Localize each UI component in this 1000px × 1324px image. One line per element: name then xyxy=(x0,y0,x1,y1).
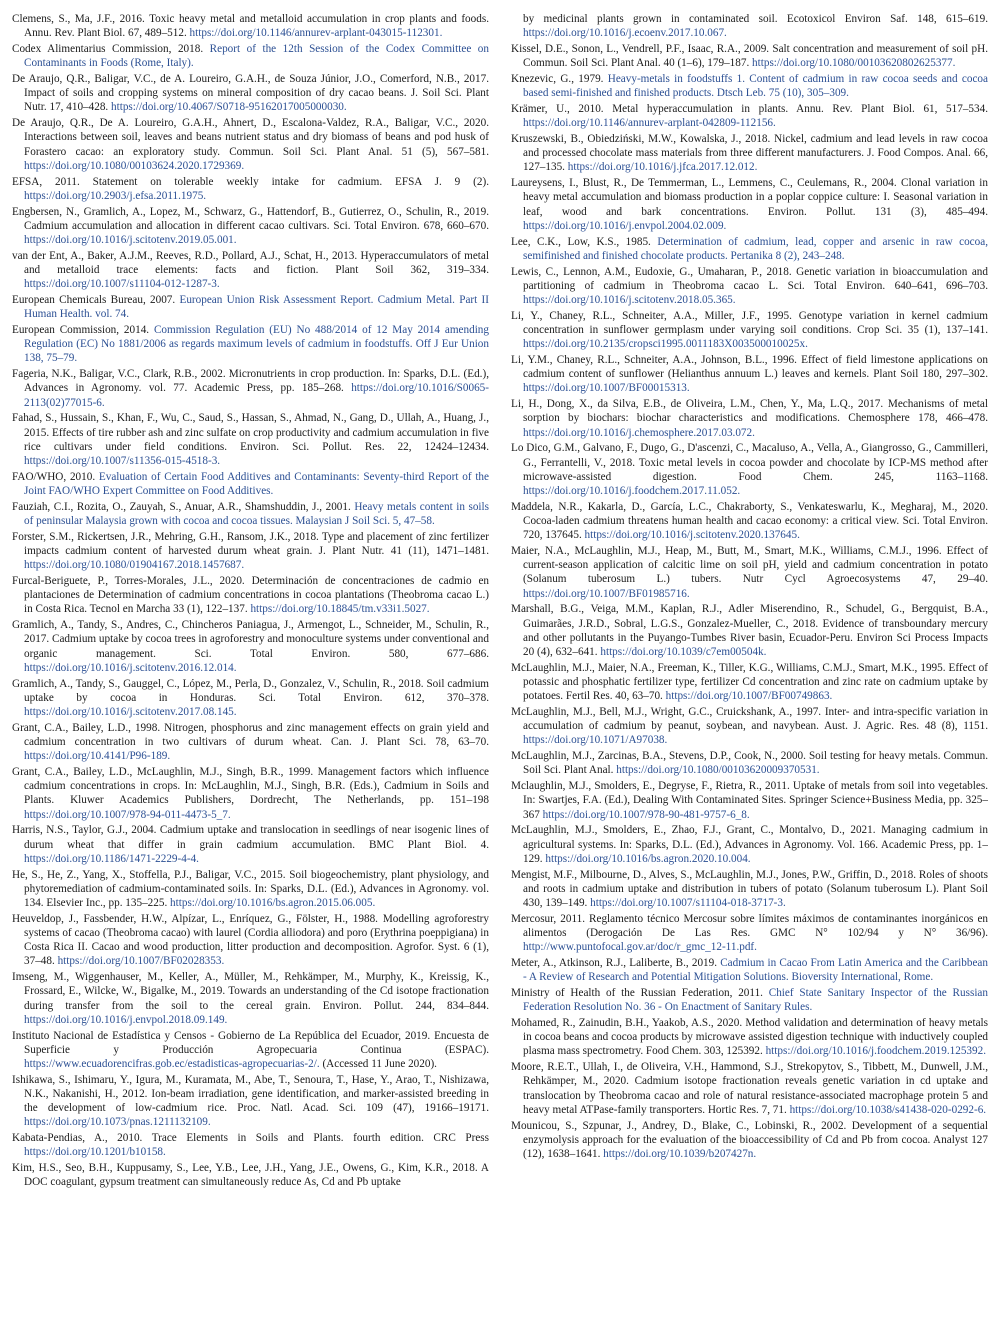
reference-entry xyxy=(12,912,489,969)
reference-link[interactable]: Heavy metals content in soils of peninsular Malaysia grown with cocoa and cocoa tissues. Malaysian J Soil Sci. 5, 47–58. xyxy=(24,500,489,528)
reference-link[interactable]: https://doi.org/10.4067/S0718-95162017005000030. xyxy=(111,101,347,114)
reference-text: Lee, C.K., Low, K.S., 1985. xyxy=(511,235,658,248)
reference-link[interactable]: https://doi.org/10.1016/j.scitotenv.2020.137645. xyxy=(584,529,800,542)
reference-text: Krämer, U., 2010. Metal hyperaccumulation in plants. Annu. Rev. Plant Biol. 61, 517–534. xyxy=(511,103,988,115)
reference-entry xyxy=(511,309,988,352)
reference-entry-continued xyxy=(511,12,988,40)
reference-link[interactable]: https://doi.org/10.1146/annurev-arplant-042809-112156. xyxy=(523,117,776,130)
reference-entry xyxy=(511,823,988,866)
reference-entry xyxy=(12,470,489,498)
reference-entry xyxy=(12,12,489,40)
reference-link[interactable]: https://doi.org/10.4141/P96-189. xyxy=(24,750,171,763)
reference-text: Maier, N.A., McLaughlin, M.J., Heap, M., Butt, M., Smart, M.K., Williams, C.M.J., 1996. Effect of current-season application of calcitic lime on soil pH, yield and cadmium concentration in potato (Solanum tuberosum L.) tubers. Nutr Cycl Agroecosystems 47, 29–40. xyxy=(511,545,988,586)
reference-link[interactable]: https://doi.org/10.1007/BF02028353. xyxy=(57,955,225,968)
reference-text: Heuveldop, J., Fassbender, H.W., Alpízar, L., Enríquez, G., Fölster, H., 1988. Modelling agroforestry systems of cacao (Theobroma cacao) with laurel (Cordia alliodora) and poro (Erythrina poeppigiana) in Costa Rica II. Cacao and wood production, litter production and decomposition. Agrofor. Syst. 6 (1), 37–48. xyxy=(12,912,489,968)
reference-text: Grant, C.A., Bailey, L.D., 1998. Nitrogen, phosphorus and zinc management effects on grain yield and cadmium concentration in two cultivars of durum wheat. Can. J. Plant Sci. 78, 63–70. xyxy=(12,721,489,749)
reference-entry xyxy=(511,661,988,704)
reference-entry xyxy=(511,441,988,498)
reference-link[interactable]: https://doi.org/10.1016/bs.agron.2020.10.004. xyxy=(545,852,751,865)
reference-text: Marshall, B.G., Veiga, M.M., Kaplan, R.J., Adler Miserendino, R., Schudel, G., Bergquist, B.A., Guimarães, J.R.D., Sobral, L.G.S., Gonzalez-Mueller, C., 2018. Evidence of transboundary mercury and other pollutants in the Puyango-Tumbes River basin, Ecuador-Peru. Environ Sci Process Impacts 20 (4), 632–641. xyxy=(511,603,988,659)
reference-text: Engbersen, N., Gramlich, A., Lopez, M., Schwarz, G., Hattendorf, B., Gutierrez, O., Schulin, R., 2019. Cadmium accumulation and allocation in different cacao cultivars. Sci. Total Environ. 678, 660–670. xyxy=(12,205,489,232)
reference-link[interactable]: Determination of cadmium, lead, copper and arsenic in raw cocoa, semifinished and finished chocolate products. Pertanika 8 (2), 243–248. xyxy=(523,235,988,262)
reference-text: Harris, N.S., Taylor, G.J., 2004. Cadmium uptake and translocation in seedlings of near isogenic lines of durum wheat that differ in grain cadmium accumulation. BMC Plant Biol. 4. xyxy=(12,824,489,851)
reference-text: Li, Y., Chaney, R.L., Schneiter, A.A., Miller, J.F., 1995. Genotype variation in kernel cadmium concentration in sunflower germplasm under varying soil conditions. Crop Sci. 35 (1), 137–141. xyxy=(511,309,988,337)
reference-link[interactable]: Report of the 12th Session of the Codex Committee on Contaminants in Foods (Rome, Italy). xyxy=(24,43,489,70)
reference-link[interactable]: https://doi.org/10.1007/s11356-015-4518-3. xyxy=(24,455,221,468)
reference-link[interactable]: https://doi.org/10.1007/BF00015313. xyxy=(523,382,690,395)
reference-entry xyxy=(12,205,489,248)
reference-link[interactable]: https://doi.org/10.1073/pnas.1211132109. xyxy=(24,1116,211,1129)
reference-entry xyxy=(12,721,489,764)
reference-entry xyxy=(12,293,489,321)
reference-entry xyxy=(511,956,988,984)
reference-text: De Araujo, Q.R., De A. Loureiro, G.A.H., Ahnert, D., Escalona-Valdez, R.A., Baligar, V.C., 2020. Interactions between soil, leaves and beans nutrient status and dry biomass of beans and pod husk of Forastero cacao: an exploratory study. Commun. Soil Sci. Plant Anal. 51 (5), 567–581. xyxy=(12,117,489,158)
reference-link[interactable]: https://doi.org/10.1016/bs.agron.2015.06.005. xyxy=(170,897,376,910)
reference-link[interactable]: https://doi.org/10.1007/BF01985716. xyxy=(523,587,690,600)
reference-entry xyxy=(511,102,988,130)
reference-text: Fauziah, C.I., Rozita, O., Zauyah, S., Anuar, A.R., Shamshuddin, J., 2001. xyxy=(12,500,355,513)
reference-entry xyxy=(511,500,988,543)
reference-text: Instituto Nacional de Estadística y Censos - Gobierno de La República del Ecuador, 2019. Encuesta de Superficie y Producción Agropecuaria Continua (ESPAC). xyxy=(12,1029,489,1056)
reference-entry xyxy=(511,265,988,308)
reference-link[interactable]: https://doi.org/10.1016/j.ecoenv.2017.10.067. xyxy=(523,27,727,40)
reference-entry xyxy=(511,749,988,777)
reference-entry xyxy=(12,72,489,115)
reference-link[interactable]: https://doi.org/10.1016/j.chemosphere.2017.03.072. xyxy=(523,426,755,439)
reference-text: Li, H., Dong, X., da Silva, E.B., de Oliveira, L.M., Chen, Y., Ma, L.Q., 2017. Mechanisms of metal sorption by biochars: biochar characteristics and modifications. Chemosphere 178, 466–478. xyxy=(511,398,988,425)
reference-entry xyxy=(511,72,988,100)
reference-link[interactable]: https://doi.org/10.1080/01904167.2018.1457687. xyxy=(24,559,245,572)
reference-text: Ministry of Health of the Russian Federation, 2011. xyxy=(511,987,769,1000)
reference-text: European Commission, 2014. xyxy=(12,324,154,337)
reference-entry xyxy=(511,602,988,659)
reference-text: Furcal-Beriguete, P., Torres-Morales, J.L., 2020. Determinación de concentraciones de cadmio en plantaciones de Determination of cadmium concentrations in cocoa plantations (Theobroma cacao L.) in Costa Rica. Tecnol en Marcha 33 (1), 122–137. xyxy=(12,575,489,616)
reference-text: McLaughlin, M.J., Smolders, E., Zhao, F.J., Grant, C., Montalvo, D., 2021. Managing cadmium in agricultural systems. In: Sparks, D.L. (Ed.), Advances in Agronomy. Vol. 166. Academic Press, pp. 1–129. xyxy=(511,824,988,865)
reference-text: Kim, H.S., Seo, B.H., Kuppusamy, S., Lee, Y.B., Lee, J.H., Yang, J.E., Owens, G., Kim, K.R., 2018. A DOC coagulant, gypsum treatment can simultaneously reduce As, Cd and Pb uptake xyxy=(12,1162,489,1189)
reference-link[interactable]: https://doi.org/10.1007/978-90-481-9757-6_8. xyxy=(542,808,750,821)
reference-text: Gramlich, A., Tandy, S., Andres, C., Chincheros Paniagua, J., Armengot, L., Schneider, M., Schulin, R., 2017. Cadmium uptake by cocoa trees in agroforestry and monoculture systems under conventional and organic management. Sci. Total Environ. 580, 677–686. xyxy=(12,619,489,660)
reference-entry xyxy=(12,323,489,366)
reference-link[interactable]: https://doi.org/10.1071/A97038. xyxy=(523,734,668,747)
reference-entry xyxy=(12,411,489,468)
reference-text: Moore, R.E.T., Ullah, I., de Oliveira, V.H., Hammond, S.J., Strekopytov, S., Tibbett, M., Dunwell, J.M., Rehkämper, M., 2020. Cadmium isotope fractionation reveals genetic variation in cd uptake and translocation by Theobroma cacao and role of natural resistance-associated macrophage protein 5 and heavy metal ATPase-family transporters. Hortic Res. 7, 71. xyxy=(511,1061,988,1116)
reference-entry xyxy=(511,1060,988,1117)
reference-entry xyxy=(12,868,489,911)
reference-link[interactable]: https://doi.org/10.1016/j.jfca.2017.12.012. xyxy=(567,161,758,174)
reference-link[interactable]: https://doi.org/10.1007/BF00749863. xyxy=(665,690,833,703)
reference-entry xyxy=(511,1016,988,1059)
reference-text: Gramlich, A., Tandy, S., Gauggel, C., López, M., Perla, D., Gonzalez, V., Schulin, R., 2018. Soil cadmium uptake by cocoa in Honduras. Sci. Total Environ. 612, 370–378. xyxy=(12,677,489,704)
reference-entry xyxy=(511,1119,988,1162)
reference-text: Ishikawa, S., Ishimaru, Y., Igura, M., Kuramata, M., Abe, T., Senoura, T., Hase, Y., Arao, T., Nishizawa, N.K., Nakanishi, H., 2012. Ion-beam irradiation, gene identification, and marker-assisted breeding in the development of low-cadmium rice. Proc. Natl. Acad. Sci. 109 (47), 19166–19171. xyxy=(12,1073,489,1115)
reference-text: Mclaughlin, M.J., Smolders, E., Degryse, F., Rietra, R., 2011. Uptake of metals from soil into vegetables. In: Swartjes, F.A. (Ed.), Dealing With Contaminated Sites. Springer Science+Business Media, pp. 325–367 xyxy=(511,780,988,821)
reference-entry xyxy=(12,823,489,866)
reference-link[interactable]: https://doi.org/10.18845/tm.v33i1.5027. xyxy=(250,603,430,616)
reference-entry xyxy=(12,1161,489,1189)
reference-text: FAO/WHO, 2010. xyxy=(12,470,99,483)
reference-link[interactable]: https://doi.org/10.1201/b10158. xyxy=(24,1146,166,1159)
reference-entry xyxy=(511,705,988,748)
reference-entry xyxy=(12,367,489,410)
reference-text: Meter, A., Atkinson, R.J., Laliberte, B., 2019. xyxy=(511,957,721,970)
reference-entry xyxy=(511,397,988,440)
reference-text: Clemens, S., Ma, J.F., 2016. Toxic heavy metal and metalloid accumulation in crop plants and foods. Annu. Rev. Plant Biol. 67, 489–512. xyxy=(12,13,489,40)
reference-link[interactable]: https://doi.org/10.1080/00103620009370531. xyxy=(616,764,820,777)
reference-entry xyxy=(511,132,988,175)
reference-text: Laureysens, I., Blust, R., De Temmerman, L., Lemmens, C., Ceulemans, R., 2004. Clonal variation in heavy metal accumulation and biomass production in a poplar coppice culture: I. Seasonal variation in leaf, wood and bark concentrations. Environ. Pollut. 131 (3), 485–494. xyxy=(511,177,988,218)
reference-entry xyxy=(12,765,489,822)
reference-entry xyxy=(12,970,489,1027)
reference-entry xyxy=(12,500,489,528)
reference-text: McLaughlin, M.J., Maier, N.A., Freeman, K., Tiller, K.G., Williams, C.M.J., Smart, M.K., 1995. Effect of potassic and phosphatic fertilizer type, fertilizer Cd concentration and zinc rate on cadmium uptake by potatoes. Fertil Res. 40, 63–70. xyxy=(511,661,988,703)
reference-link[interactable]: https://doi.org/10.1186/1471-2229-4-4. xyxy=(24,852,199,865)
reference-entry xyxy=(12,1029,489,1072)
reference-link[interactable]: https://doi.org/10.1016/j.foodchem.2017.11.052. xyxy=(523,485,741,498)
reference-link[interactable]: https://doi.org/10.1080/00103624.2020.1729369. xyxy=(24,159,245,172)
reference-link[interactable]: https://doi.org/10.1039/b207427n. xyxy=(603,1148,757,1161)
reference-entry xyxy=(12,530,489,573)
reference-link[interactable]: Commission Regulation (EU) No 488/2014 of 12 May 2014 amending Regulation (EC) No 1881/2006 as regards maximum levels of cadmium in foodstuffs. Off J Eur Union 138, 75–79. xyxy=(24,324,489,365)
reference-text: Kissel, D.E., Sonon, L., Vendrell, P.F., Isaac, R.A., 2009. Salt concentration and measurement of soil pH. Commun. Soil Sci. Plant Anal. 40 (1–6), 179–187. xyxy=(511,43,988,70)
reference-link[interactable]: https://doi.org/10.1039/c7em00504k. xyxy=(600,646,767,659)
reference-text: European Chemicals Bureau, 2007. xyxy=(12,294,180,307)
reference-entry xyxy=(12,677,489,720)
reference-text: EFSA, 2011. Statement on tolerable weekly intake for cadmium. EFSA J. 9 (2). xyxy=(12,175,489,188)
reference-text: Fageria, N.K., Baligar, V.C., Clark, R.B., 2002. Micronutrients in crop production. In: Sparks, D.L. (Ed.), Advances in Agronomy. vol. 77. Academic Press, pp. 185–268. xyxy=(12,368,489,395)
reference-link[interactable]: https://www.ecuadorencifras.gob.ec/estadisticas-agropecuarias-2/. xyxy=(24,1058,320,1071)
reference-text: De Araujo, Q.R., Baligar, V.C., de A. Loureiro, G.A.H., de Souza Júnior, J.O., Comerford, N.B., 2017. Impact of soils and cropping systems on mineral composition of dry cacao beans. J. Soil Sci. Plant Nutr. 17, 410–428. xyxy=(12,73,489,114)
reference-link[interactable]: https://doi.org/10.1016/j.envpol.2018.09.149. xyxy=(24,1013,228,1026)
reference-link[interactable]: https://doi.org/10.1016/S0065-2113(02)77015-6. xyxy=(24,382,489,409)
reference-link[interactable]: Chief State Sanitary Inspector of the Russian Federation Resolution No. 36 - On Enactment of Sanitary Rules. xyxy=(523,987,988,1014)
reference-entry xyxy=(511,544,988,601)
reference-link[interactable]: https://doi.org/10.2135/cropsci1995.0011183X003500010025x. xyxy=(523,338,808,351)
reference-link[interactable]: Heavy-metals in foodstuffs 1. Content of cadmium in raw cocoa seeds and cocoa based semi-finished and finished products. Dtsch Leb. 75 (10), 305–309. xyxy=(523,73,988,100)
reference-entry xyxy=(12,42,489,70)
reference-link[interactable]: https://doi.org/10.1016/j.scitotenv.2018.05.365. xyxy=(523,294,736,307)
reference-text: McLaughlin, M.J., Bell, M.J., Wright, G.C., Cruickshank, A., 1997. Inter- and intra-specific variation in accumulation of cadmium by peanut, soybean, and navybean. Aust. J. Agric. Res. 48 (8), 1151. xyxy=(511,706,988,733)
reference-entry xyxy=(511,986,988,1014)
reference-text: Mercosur, 2011. Reglamento técnico Mercosur sobre límites máximos de contaminantes inorgánicos en alimentos (Derogación De Las Res. GMC N° 102/94 y N° 36/96). xyxy=(511,912,988,940)
reference-entry xyxy=(511,235,988,263)
reference-text: Lewis, C., Lennon, A.M., Eudoxie, G., Umaharan, P., 2018. Genetic variation in bioaccumulation and partitioning of cadmium in Theobroma cacao L. Sci. Total Environ. 640–641, 696–703. xyxy=(511,265,988,292)
reference-link[interactable]: https://doi.org/10.1038/s41438-020-0292-6. xyxy=(789,1103,987,1116)
reference-link[interactable]: https://doi.org/10.1016/j.scitotenv.2019.05.001. xyxy=(24,234,237,247)
reference-text: Forster, S.M., Rickertsen, J.R., Mehring, G.H., Ransom, J.K., 2018. Type and placement of zinc fertilizer impacts cadmium content of harvested durum wheat grain. J. Plant Nutr. 41 (11), 1471–1481. xyxy=(12,530,489,558)
reference-entry xyxy=(12,1131,489,1159)
reference-entry xyxy=(511,42,988,70)
reference-link[interactable]: http://www.puntofocal.gov.ar/doc/r_gmc_12-11.pdf. xyxy=(523,941,757,954)
reference-text: Mohamed, R., Zainudin, B.H., Yaakob, A.S., 2020. Method validation and determination of heavy metals in cocoa beans and cocoa products by microwave assisted digestion technique with inductively coupled plasma mass spectrometry. Food Chem. 303, 125392. xyxy=(511,1017,988,1058)
reference-entry xyxy=(511,353,988,396)
reference-text: by medicinal plants grown in contaminated soil. Ecotoxicol Environ Saf. 148, 615–619. xyxy=(523,13,988,25)
reference-link[interactable]: https://doi.org/10.1007/s11104-012-1287-3. xyxy=(24,278,220,291)
reference-entry xyxy=(12,116,489,173)
reference-text: Mounicou, S., Szpunar, J., Andrey, D., Blake, C., Lobinski, R., 2002. Development of a sequential enzymolysis approach for the evaluation of the bioaccessibility of Cd and Pb from cocoa. Analyst 127 (12), 1638–1641. xyxy=(511,1119,988,1161)
reference-text: Kabata-Pendias, A., 2010. Trace Elements in Soils and Plants. fourth edition. CRC Press xyxy=(12,1132,489,1145)
reference-text: Imseng, M., Wiggenhauser, M., Keller, A., Müller, M., Rehkämper, M., Murphy, K., Kreissig, K., Frossard, E., Wilcke, W., Bigalke, M., 2019. Towards an understanding of the Cd isotope fractionation during transfer from the soil to the cereal grain. Environ. Pollut. 244, 834–844. xyxy=(12,971,489,1012)
reference-link[interactable]: https://doi.org/10.1016/j.scitotenv.2017.08.145. xyxy=(24,706,237,719)
reference-entry xyxy=(511,176,988,233)
reference-text: Li, Y.M., Chaney, R.L., Schneiter, A.A., Johnson, B.L., 1996. Effect of field limestone applications on cadmium content of sunflower (Helianthus annuum L.) leaves and kernels. Plant Soil 180, 297–302. xyxy=(511,354,988,381)
reference-link[interactable]: Cadmium in Cacao From Latin America and the Caribbean - A Review of Research and Potential Mitigation Solutions. Bioversity International, Rome. xyxy=(523,957,988,984)
reference-text: Knezevic, G., 1979. xyxy=(511,73,608,85)
reference-text: van der Ent, A., Baker, A.J.M., Reeves, R.D., Pollard, A.J., Schat, H., 2013. Hyperaccumulators of metal and metalloid trace elements: facts and fiction. Plant Soil 362, 319–334. xyxy=(12,249,489,277)
reference-link[interactable]: https://doi.org/10.1146/annurev-arplant-043015-112301. xyxy=(189,27,443,40)
reference-entry xyxy=(12,1073,489,1130)
reference-link[interactable]: https://doi.org/10.1016/j.envpol.2004.02.009. xyxy=(523,219,727,232)
reference-text: Grant, C.A., Bailey, L.D., McLaughlin, M.J., Singh, B.R., 1999. Management factors which influence cadmium concentrations in crops. In: McLaughlin, M.J., Singh, B.R. (Eds.), Cadmium in Soils and Plants. Kluwer Academics Publishers, Dordrecht, The Netherlands, pp. 151–198 xyxy=(12,766,489,807)
reference-text: Lo Dico, G.M., Galvano, F., Dugo, G., D'ascenzi, C., Macaluso, A., Vella, A., Giangrosso, G., Cammilleri, G., Ferrantelli, V., 2018. Toxic metal levels in cocoa powder and chocolate by ICP-MS method after microwave-assisted digestion. Food Chem. 245, 1163–1168. xyxy=(511,442,988,483)
reference-text: McLaughlin, M.J., Zarcinas, B.A., Stevens, D.P., Cook, N., 2000. Soil testing for heavy metals. Commun. Soil Sci. Plant Anal. xyxy=(511,750,988,777)
reference-text: Kruszewski, B., Obiedziński, M.W., Kowalska, J., 2018. Nickel, cadmium and lead levels in raw cocoa and processed chocolate mass materials from three different manufacturers. J. Food Compos. Anal. 66, 127–135. xyxy=(511,133,988,174)
reference-entry xyxy=(511,868,988,911)
reference-link[interactable]: https://doi.org/10.1016/j.foodchem.2019.125392. xyxy=(765,1045,987,1058)
reference-link[interactable]: https://doi.org/10.2903/j.efsa.2011.1975. xyxy=(24,189,207,202)
reference-text: Codex Alimentarius Commission, 2018. xyxy=(12,43,210,55)
reference-entry xyxy=(12,249,489,292)
reference-entry xyxy=(12,574,489,617)
reference-entry xyxy=(511,779,988,822)
reference-text: Maddela, N.R., Kakarla, D., García, L.C., Chakraborty, S., Venkateswarlu, K., Megharaj, M., 2020. Cocoa-laden cadmium threatens human health and cacao economy: a critical view. Sci. Total Environ. 720, 137645. xyxy=(511,500,988,542)
reference-column-left xyxy=(12,12,489,1324)
reference-link[interactable]: https://doi.org/10.1016/j.scitotenv.2016.12.014. xyxy=(24,661,237,674)
reference-column-right xyxy=(511,12,988,1324)
reference-entry xyxy=(12,175,489,203)
reference-link[interactable]: Evaluation of Certain Food Additives and Contaminants: Seventy-third Report of the Joint FAO/WHO Expert Committee on Food Additives. xyxy=(24,470,489,498)
reference-text: He, S., He, Z., Yang, X., Stoffella, P.J., Baligar, V.C., 2015. Soil biogeochemistry, plant physiology, and phytoremediation of cadmium-contaminated soils. In: Sparks, D.L. (Ed.), Advances in Agronomy. vol. 134. Elsevier Inc., pp. 135–225. xyxy=(12,868,489,910)
reference-link[interactable]: European Union Risk Assessment Report. Cadmium Metal. Part II Human Health. vol. 74. xyxy=(24,294,489,321)
reference-link[interactable]: https://doi.org/10.1080/00103620802625377. xyxy=(752,57,956,70)
reference-tail-text: (Accessed 11 June 2020). xyxy=(319,1058,437,1071)
reference-entry xyxy=(12,618,489,675)
reference-entry xyxy=(511,912,988,955)
reference-text: Fahad, S., Hussain, S., Khan, F., Wu, C., Saud, S., Hassan, S., Ahmad, N., Gang, D., Ullah, A., Huang, J., 2015. Effects of tire rubber ash and zinc sulfate on crop productivity and cadmium accumulation in five rice cultivars under field conditions. Environ. Sci. Pollut. Res. 22, 12424–12434. xyxy=(12,412,489,453)
reference-link[interactable]: https://doi.org/10.1007/978-94-011-4473-5_7. xyxy=(24,808,231,821)
reference-link[interactable]: https://doi.org/10.1007/s11104-018-3717-3. xyxy=(590,897,786,910)
reference-text: Mengist, M.F., Milbourne, D., Alves, S., McLaughlin, M.J., Jones, P.W., Griffin, D., 2018. Roles of shoots and roots in cadmium uptake and distribution in tubers of potato (Solanum tuberosum L). Plant Soil 430, 139–149. xyxy=(511,868,988,910)
